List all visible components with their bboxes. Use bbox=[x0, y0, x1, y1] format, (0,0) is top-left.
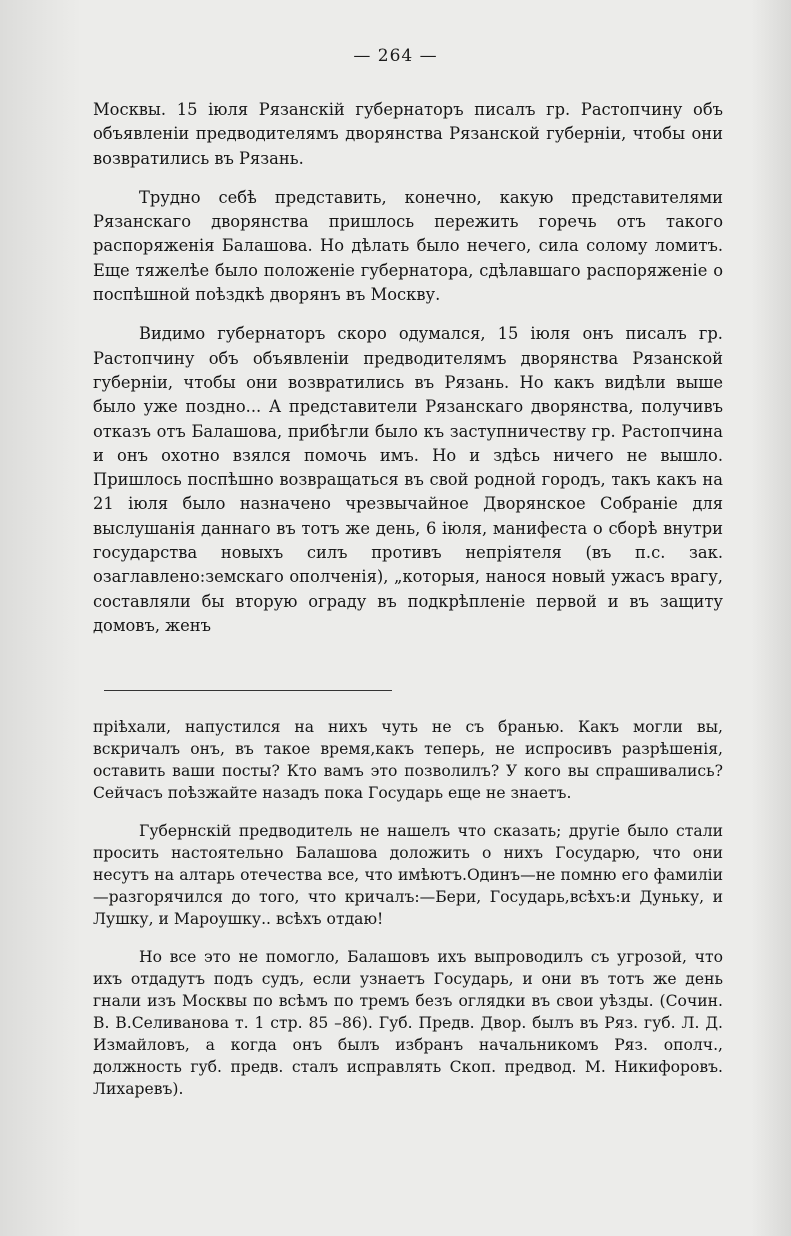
scan-shadow-right bbox=[751, 0, 791, 1236]
page-number: — 264 — bbox=[353, 46, 438, 66]
footnote-divider bbox=[104, 690, 392, 691]
footnote-paragraph: Губернскій предводитель не нашелъ что сказать; другіе было стали просить настоятельно Балашова доложить о нихъ Государю, что они несутъ на алтарь отечества все, что имѣютъ.Одинъ—не помню его фамиліи—разгорячился до того, что кричалъ:—Бери, Государь,всѣхъ:и Дуньку, и Лушку, и Мароушку.. всѣхъ отдаю! bbox=[93, 822, 723, 928]
scan-shadow-left bbox=[0, 0, 82, 1236]
main-text bbox=[93, 98, 723, 653]
paragraph: Видимо губернаторъ скоро одумался, 15 іюля онъ писалъ гр. Растопчину объ объявленіи предводителямъ дворянства Рязанской губерніи, чтобы они возвратились въ Рязань. Но какъ видѣли выше было уже поздно... А представители Рязанскаго дворянства, получивъ отказъ отъ Балашова, прибѣгли было къ заступничеству гр. Растопчина и онъ охотно взялся помочь имъ. Но и здѣсь ничего не вышло. Пришлось поспѣшно возвращаться въ свой родной городъ, такъ какъ на 21 іюля было назначено чрезвычайное Дворянское Собраніе для выслушанія даннаго въ тотъ же день, 6 іюля, манифеста о сборѣ внутри государства новыхъ силъ противъ непріятеля (въ п.с. зак. озаглавлено:земскаго ополченія), „которыя, нанося новый ужасъ врагу, составляли бы вторую ограду въ подкрѣпленіе первой и въ защиту домовъ, женъ bbox=[93, 324, 723, 635]
paragraph: Трудно себѣ представить, конечно, какую представителями Рязанскаго дворянства пришлось пережить горечь отъ такого распоряженія Балашова. Но дѣлать было нечего, сила солому ломитъ. Еще тяжелѣе было положеніе губернатора, сдѣлавшаго распоряженіе о поспѣшной поѣздкѣ дворянъ въ Москву. bbox=[93, 187, 723, 305]
paragraph: Москвы. 15 іюля Рязанскій губернаторъ писалъ гр. Растопчину объ объявленіи предводителямъ дворянства Рязанской губерніи, чтобы они возвратились въ Рязань. bbox=[93, 100, 723, 168]
footnote-paragraph: пріѣхали, напустился на нихъ чуть не съ бранью. Какъ могли вы, вскричалъ онъ, въ такое время,какъ теперь, не испросивъ разрѣшенія, оставить ваши посты? Кто вамъ это позволилъ? У кого вы спрашивались? Сейчасъ поѣзжайте назадъ пока Государь еще не знаетъ. bbox=[93, 718, 723, 802]
footnote-paragraph: Но все это не помогло, Балашовъ ихъ выпроводилъ съ угрозой, что ихъ отдадутъ подъ судъ, если узнаетъ Государь, и они въ тотъ же день гнали изъ Москвы по всѣмъ по тремъ безъ оглядки въ свои уѣзды. (Сочин. В. В.Селиванова т. 1 стр. 85 –86). Губ. Предв. Двор. былъ въ Ряз. губ. Л. Д. Измайловъ, а когда онъ былъ избранъ начальникомъ Ряз. ополч., должность губ. предв. сталъ исправлять Скоп. предвод. М. Никифоровъ. Лихаревъ). bbox=[93, 948, 723, 1098]
footnote-text bbox=[93, 716, 723, 1116]
